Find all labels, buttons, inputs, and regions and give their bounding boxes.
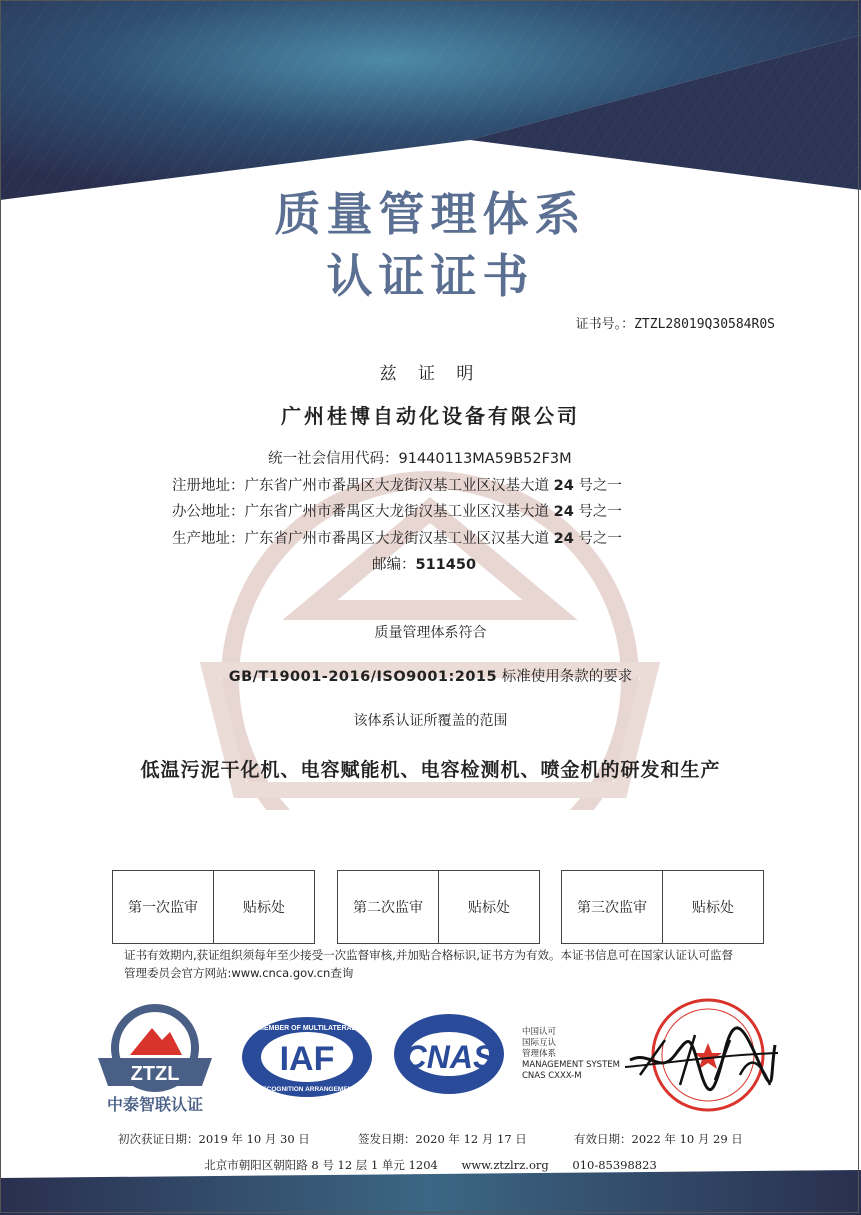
- conformance-text: 质量管理体系符合: [374, 625, 487, 641]
- issue-date: 签发日期：2020 年 12 月 17 日: [358, 1132, 527, 1146]
- signature: [620, 1015, 780, 1100]
- standard-requirement: GB/T19001-2016/ISO9001:2015 标准使用条款的要求: [228, 669, 633, 685]
- issuer-address: 北京市朝阳区朝阳路 8 号 12 层 1 单元 1204: [204, 1158, 438, 1172]
- certification-scope: 低温污泥干化机、电容赋能机、电容检测机、喷金机的研发和生产: [140, 759, 721, 781]
- cnas-logo: [392, 1012, 507, 1097]
- audit-box-1: [112, 870, 315, 944]
- iaf-logo-text: IAF: [279, 1040, 335, 1078]
- ztzl-logo-text: ZTZL: [130, 1063, 180, 1085]
- certificate-title-line2: 认证证书: [326, 249, 535, 303]
- attest-heading: 兹 证 明: [379, 364, 482, 384]
- cnas-logo-text: CNAS: [403, 1039, 495, 1075]
- audit-label: 第一次监审: [113, 871, 214, 943]
- certificate-number: 证书号。：ZTZL28019Q30584R0S: [575, 317, 775, 332]
- audit-box-2: [337, 870, 540, 944]
- iaf-ring-bottom: RECOGNITION ARRANGEMENT: [257, 1086, 357, 1093]
- audit-box-3: [561, 870, 764, 944]
- issuer-phone: 010-85398823: [572, 1158, 657, 1172]
- iaf-logo: [240, 1015, 375, 1100]
- ztzl-logo: [90, 1000, 220, 1115]
- scope-heading: 该体系认证所覆盖的范围: [353, 713, 508, 729]
- iaf-ring-top: MEMBER OF MULTILATERAL: [258, 1025, 356, 1032]
- cnas-caption: 中国认可 国际互认 管理体系 MANAGEMENT SYSTEM CNAS CXXX-M: [522, 1027, 620, 1081]
- issuer-website: www.ztzlrz.org: [461, 1158, 549, 1172]
- production-address: 生产地址：广东省广州市番禺区大龙街汉基工业区汉基大道 24 号之一: [172, 531, 622, 547]
- validity-note: 证书有效期内,获证组织须每年至少接受一次监督审核,并加贴合格标识,证书方为有效。本证书信息可在国家认证认可监督管理委员会官方网站:www.cnca.gov.cn查询: [124, 948, 733, 980]
- office-address: 办公地址：广东省广州市番禺区大龙街汉基工业区汉基大道 24 号之一: [172, 504, 622, 520]
- postcode: 邮编：511450: [372, 557, 477, 573]
- company-name: 广州桂博自动化设备有限公司: [281, 404, 580, 428]
- audit-label: 第二次监审: [338, 871, 439, 943]
- ztzl-brand-name: 中泰智联认证: [106, 1095, 204, 1114]
- sticker-area: 贴标处: [243, 900, 285, 916]
- expiry-date: 有效日期：2022 年 10 月 29 日: [574, 1132, 743, 1146]
- certificate-title-line1: 质量管理体系: [274, 187, 587, 241]
- sticker-area: 贴标处: [692, 900, 734, 916]
- credit-code: 统一社会信用代码：91440113MA59B52F3M: [268, 451, 572, 467]
- registered-address: 注册地址：广东省广州市番禺区大龙街汉基工业区汉基大道 24 号之一: [172, 478, 622, 494]
- audit-label: 第三次监审: [562, 871, 663, 943]
- sticker-area: 贴标处: [468, 900, 510, 916]
- issuer-contact: [0, 1157, 861, 1173]
- first-issue-date: 初次获证日期：2019 年 10 月 30 日: [118, 1132, 310, 1146]
